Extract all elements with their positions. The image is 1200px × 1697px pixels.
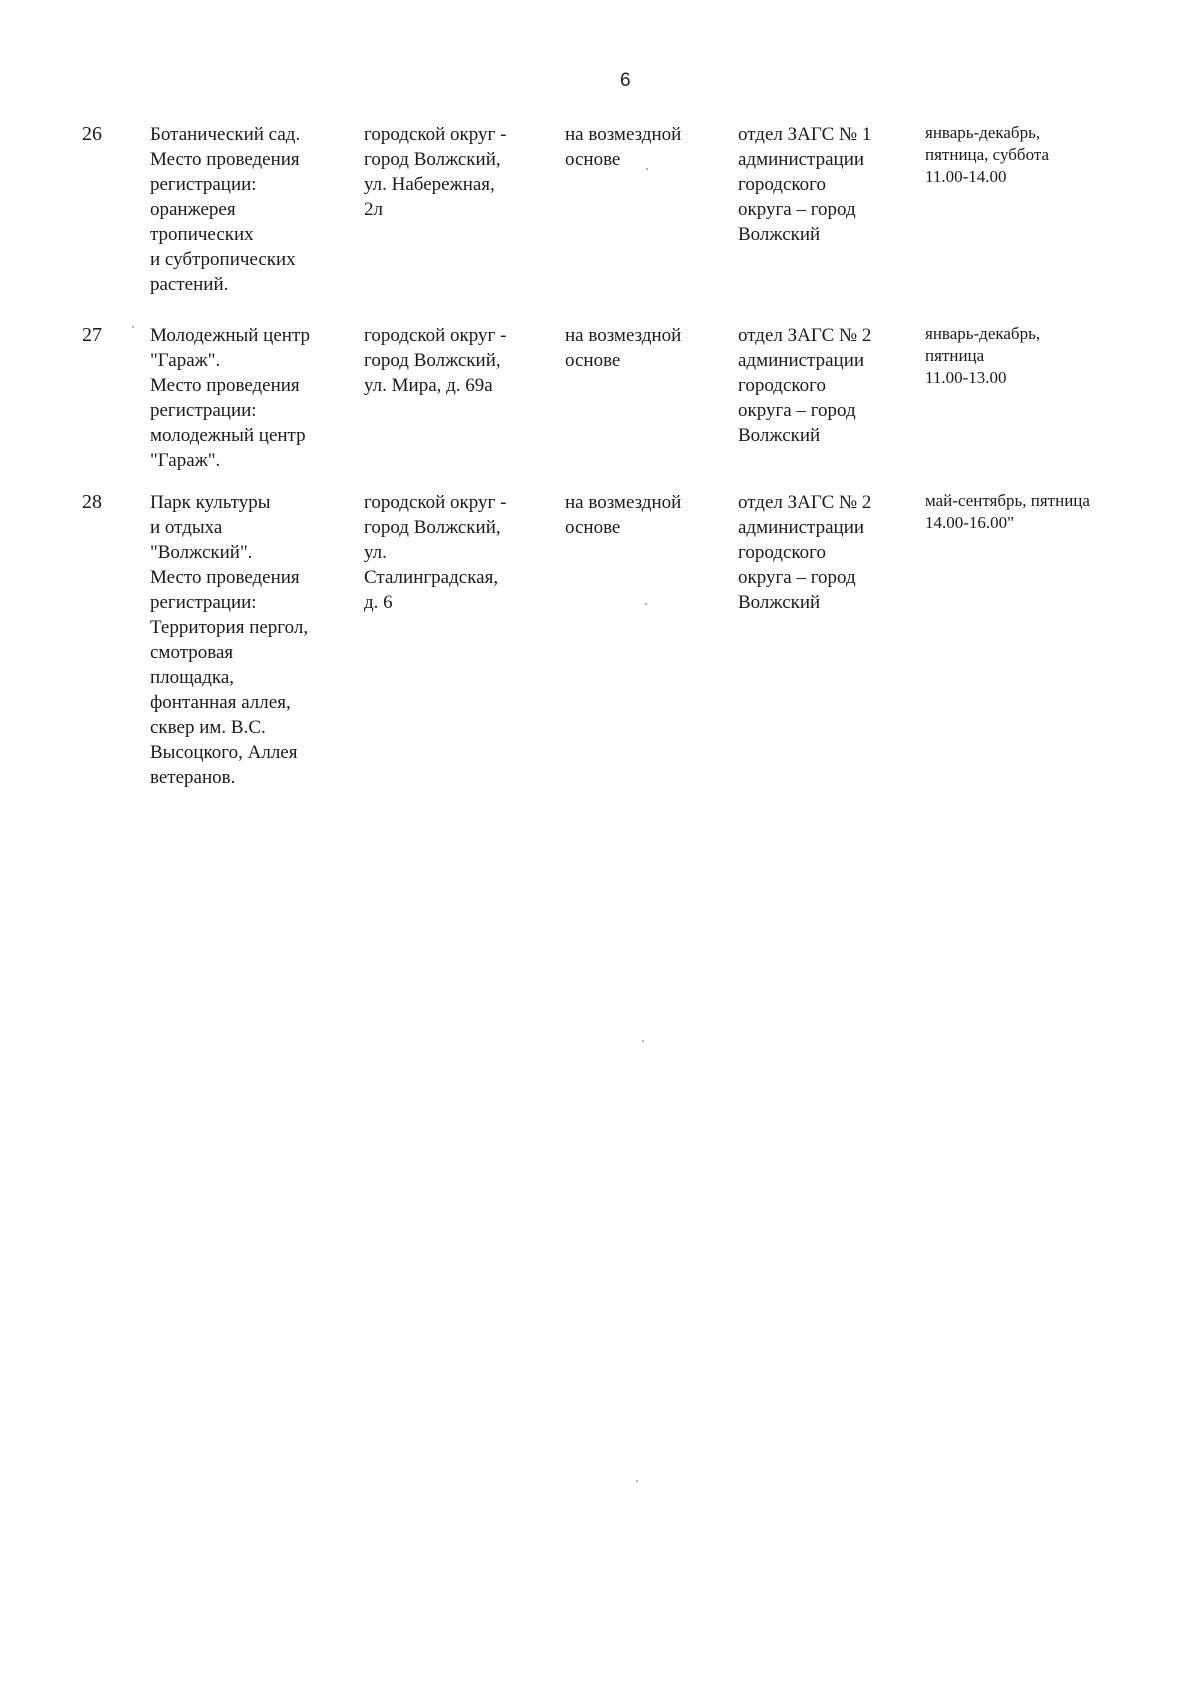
row-number: 26	[82, 123, 102, 145]
scan-speck	[642, 1040, 644, 1042]
place-address: городской округ - город Волжский, ул. Сталинградская, д. 6	[364, 492, 507, 613]
row-number: 27	[82, 324, 102, 346]
scan-speck	[645, 603, 647, 605]
row-number: 28	[82, 491, 102, 513]
page-number: 6	[620, 70, 631, 91]
scan-speck	[636, 1480, 638, 1482]
schedule: январь-декабрь, пятница, суббота 11.00-14.00	[925, 123, 1050, 186]
schedule: январь-декабрь, пятница 11.00-13.00	[925, 324, 1041, 387]
registry-office: отдел ЗАГС № 1 администрации городского округа – город Волжский	[738, 124, 872, 245]
place-name: Парк культуры и отдыха "Волжский". Место проведения регистрации: Территория пергол, смотровая площадка, фонтанная аллея, сквер им. В.С. Высоцкого, Аллея ветеранов.	[150, 492, 309, 788]
registry-office: отдел ЗАГС № 2 администрации городского округа – город Волжский	[738, 325, 872, 446]
registry-office: отдел ЗАГС № 2 администрации городского округа – город Волжский	[738, 492, 872, 613]
place-address: городской округ - город Волжский, ул. Набережная, 2л	[364, 124, 507, 220]
scan-speck	[132, 326, 134, 328]
place-address: городской округ - город Волжский, ул. Мира, д. 69а	[364, 325, 507, 396]
payment-basis: на возмездной основе	[565, 325, 682, 371]
place-name: Молодежный центр "Гараж". Место проведения регистрации: молодежный центр "Гараж".	[150, 325, 310, 471]
place-name: Ботанический сад. Место проведения регистрации: оранжерея тропических и субтропических растений.	[150, 124, 301, 295]
schedule: май-сентябрь, пятница 14.00-16.00"	[925, 491, 1090, 532]
scan-speck	[646, 168, 648, 170]
payment-basis: на возмездной основе	[565, 492, 682, 538]
payment-basis: на возмездной основе	[565, 124, 682, 170]
